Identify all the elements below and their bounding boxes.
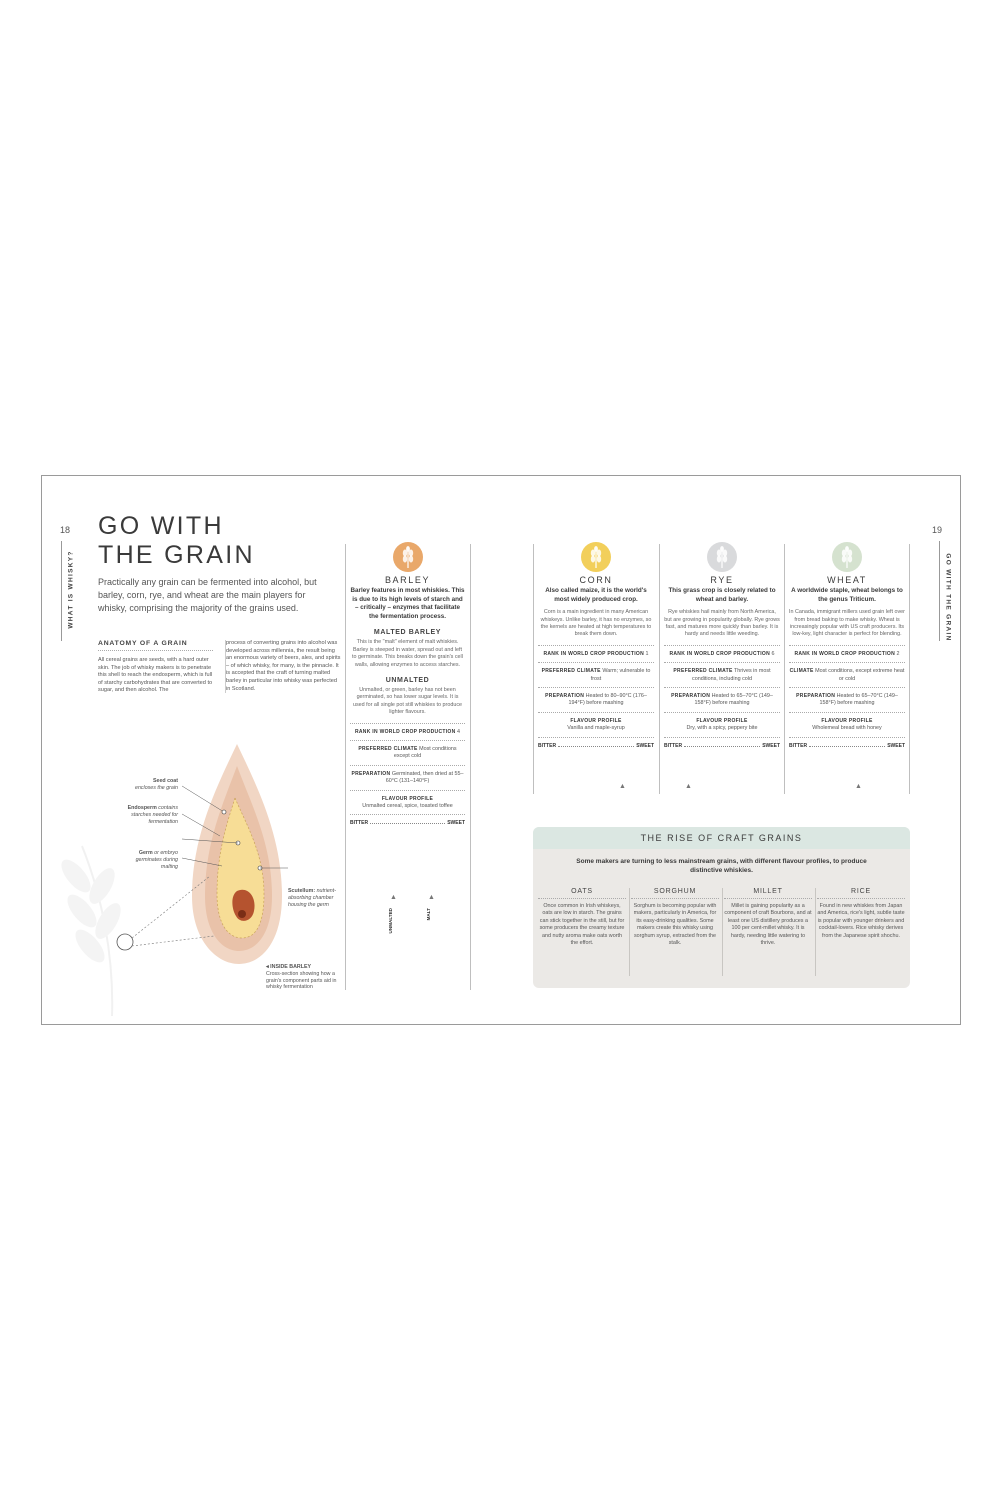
craft-grains-panel (533, 827, 910, 988)
climate-row: PREFERRED CLIMATE Most conditions except cold (350, 740, 465, 765)
craft-item-sorghum (631, 888, 719, 947)
bitter-sweet-scale: BITTER SWEET (789, 737, 905, 749)
label-endosperm (122, 805, 178, 825)
page-number-left: 18 (60, 525, 71, 535)
bitter-sweet-scale: BITTER SWEET (538, 737, 654, 749)
running-head-right: GO WITH THE GRAIN (944, 553, 952, 642)
unmalted-heading: UNMALTED (385, 677, 430, 684)
rank-row: RANK IN WORLD CROP PRODUCTION 1 (538, 645, 654, 662)
barley-icon (393, 542, 423, 572)
craft-grains-lead: Some makers are turning to less mainstream grains, with different flavour profiles, to produce distinctive whiskies. (576, 858, 867, 874)
bitter-sweet-scale: BITTER SWEET (350, 814, 465, 826)
scale-marker-unmalted-label: UNMALTED (388, 908, 393, 934)
flavour-row: FLAVOUR PROFILE Unmalted cereal, spice, toasted toffee (350, 790, 465, 815)
malted-barley-heading: MALTED BARLEY (373, 629, 442, 637)
preparation-row: PREPARATION Heated to 65–70°C (149–158°F) before mashing (789, 687, 905, 712)
craft-item-text: Millet is gaining popularity as a component of craft Bourbons, and at least one US distillery produces a 100 per cent-millet whisky. It is hardy, needing little watering to thrive. (724, 903, 812, 947)
page-title (98, 512, 255, 570)
label-seed-coat (134, 778, 178, 792)
scale-marker-malt-label: MALT (426, 908, 431, 921)
running-head-rule (61, 541, 62, 641)
preparation-row: PREPARATION Heated to 65–70°C (149–158°F) before mashing (664, 687, 780, 712)
intro-paragraph: Practically any grain can be fermented into alcohol, but barley, corn, rye, and wheat are the main players for whisky, comprising the majority of the grains used. (98, 577, 317, 613)
grain-card-wheat (789, 542, 905, 749)
anatomy-text-col2: process of converting grains into alcohol was developed across millennia, the result being an enormous variety of beers, ales, and spirits – of which whisky, for many, is the pinnacle. It is accepted that the craft of turning malted barley in particular into whisky was perfected in Scotland. (226, 640, 341, 692)
label-germ-text: or embryo germinates during malting (135, 850, 178, 870)
corn-icon (581, 542, 611, 572)
grain-body: Corn is a main ingredient in many American whiskeys. Unlike barley, it has no enzymes, so the kernels are heated at high temperatures to break them down. (540, 609, 652, 638)
wheat-stalk-watermark (56, 846, 126, 1016)
running-head-left: WHAT IS WHISKY? (67, 550, 75, 629)
title-line-1: GO WITH (98, 512, 224, 540)
grain-name: WHEAT (827, 575, 867, 585)
label-scutellum-text: nutrient-absorbing chamber housing the germ (288, 888, 336, 908)
craft-item-text: Found in new whiskies from Japan and America, rice's light, subtle taste is popular with younger drinkers and cocktail-lovers. Rice whisky derives from the Japanese spirit shochu. (817, 903, 905, 939)
grain-card-corn (538, 542, 654, 749)
label-seed-coat-text: encloses the grain (135, 784, 178, 791)
grain-lead: Also called maize, it is the world's most widely produced crop. (545, 587, 647, 603)
germ-core-shape (238, 910, 246, 918)
craft-item-name: MILLET (724, 888, 812, 899)
anatomy-text-col1: All cereal grains are seeds, with a hard outer skin. The job of whisky makers is to penetrate this shell to reach the endosperm, which is full of starchy carbohydrates that are converted to sugar, and then alcohol. The (98, 657, 213, 694)
craft-item-millet (724, 888, 812, 947)
label-germ (128, 850, 178, 870)
corn-scale-marker: ▲ (619, 783, 626, 790)
grain-card-barley (350, 542, 465, 826)
flavour-row: FLAVOUR PROFILE Dry, with a spicy, peppery bite (664, 712, 780, 737)
running-head-rule-right (939, 541, 940, 641)
grain-body: Rye whiskies hail mainly from North America, but are growing in popularity globally. Rye grows fast, and matures more quickly than barley. It is hardy and needs little weeding. (664, 609, 780, 638)
climate-row: PREFERRED CLIMATE Thrives in most conditions, including cold (664, 662, 780, 687)
zoom-circle-shape (117, 934, 133, 950)
title-line-2: THE GRAIN (98, 541, 255, 569)
rank-row: RANK IN WORLD CROP PRODUCTION 4 (350, 723, 465, 740)
craft-item-oats (538, 888, 626, 947)
grain-name: BARLEY (384, 575, 431, 585)
scale-marker-unmalted-arrow: ▲ (390, 894, 397, 901)
preparation-row: PREPARATION Germinated, then dried at 55–60°C (131–140°F) (350, 765, 465, 790)
label-inside-barley-text: Cross-section showing how a grain's component parts aid in whisky fermentation (266, 970, 337, 991)
scale-marker-malt-arrow: ▲ (428, 894, 435, 901)
grain-name: RYE (710, 575, 734, 585)
rye-scale-marker: ▲ (685, 783, 692, 790)
label-scutellum (288, 888, 338, 908)
book-spread (41, 475, 961, 1025)
grain-body: In Canada, immigrant millers used grain left over from bread baking to make whisky. Wheat is increasingly popular with US craft producers. Its low-key, light character is perfect for blending. (789, 609, 905, 638)
label-seed-coat-title: Seed coat (152, 778, 178, 784)
label-inside-barley-title: INSIDE BARLEY (270, 964, 312, 970)
label-endosperm-text: contains starches needed for fermentation (131, 805, 178, 825)
rye-icon (707, 542, 737, 572)
unmalted-text: Unmalted, or green, barley has not been germinated, so has lower sugar levels. It is used for all single pot still whiskies to produce lighter flavours. (352, 687, 463, 716)
grain-name: CORN (579, 575, 613, 585)
climate-row: PREFERRED CLIMATE Warm; vulnerable to frost (538, 662, 654, 687)
grain-lead: A worldwide staple, wheat belongs to the genus Triticum. (791, 587, 903, 603)
label-endosperm-title: Endosperm (127, 805, 157, 811)
grain-lead: This grass crop is closely related to wheat and barley. (668, 587, 776, 603)
malted-barley-text: This is the "malt" element of malt whiskies. Barley is steeped in water, spread out and left to germinate. This breaks down the grain's cell walls, allowing enzymes to access starches. (352, 639, 463, 668)
wheat-scale-marker: ▲ (855, 783, 862, 790)
grain-card-rye (664, 542, 780, 749)
label-scutellum-title: Scutellum: (288, 888, 316, 894)
label-germ-title: Germ (138, 850, 153, 856)
grain-lead: Barley features in most whiskies. This is due to its high levels of starch and – critically – enzymes that facilitate the fermentation process. (350, 587, 465, 620)
craft-grains-heading: THE RISE OF CRAFT GRAINS (533, 827, 910, 849)
anatomy-heading: ANATOMY OF A GRAIN (98, 640, 213, 651)
preparation-row: PREPARATION Heated to 80–90°C (176–194°F) before mashing (538, 687, 654, 712)
rank-row: RANK IN WORLD CROP PRODUCTION 6 (664, 645, 780, 662)
flavour-row: FLAVOUR PROFILE Vanilla and maple-syrup (538, 712, 654, 737)
label-inside-barley: ◂ INSIDE BARLEY Cross-section showing how a grain's component parts aid in whisky fermentation (266, 964, 337, 991)
craft-item-text: Sorghum is becoming popular with makers, particularly in America, for its easy-drinking qualities. Some makers create this whisky using sorghum syrup, extracted from the stalk. (633, 903, 717, 947)
climate-row: CLIMATE Most conditions, except extreme heat or cold (789, 662, 905, 687)
page-number-right: 19 (932, 525, 943, 535)
craft-item-rice (817, 888, 905, 940)
rank-row: RANK IN WORLD CROP PRODUCTION 2 (789, 645, 905, 662)
flavour-row: FLAVOUR PROFILE Wholemeal bread with honey (789, 712, 905, 737)
craft-item-text: Once common in Irish whiskeys, oats are low in starch. The grains can stick together in the still, but for some producers the creamy texture and nutty aroma make oats worth the effort. (539, 903, 625, 947)
craft-item-name: SORGHUM (631, 888, 719, 899)
craft-item-name: OATS (538, 888, 626, 899)
bitter-sweet-scale: BITTER SWEET (664, 737, 780, 749)
craft-item-name: RICE (817, 888, 905, 899)
wheat-icon (832, 542, 862, 572)
